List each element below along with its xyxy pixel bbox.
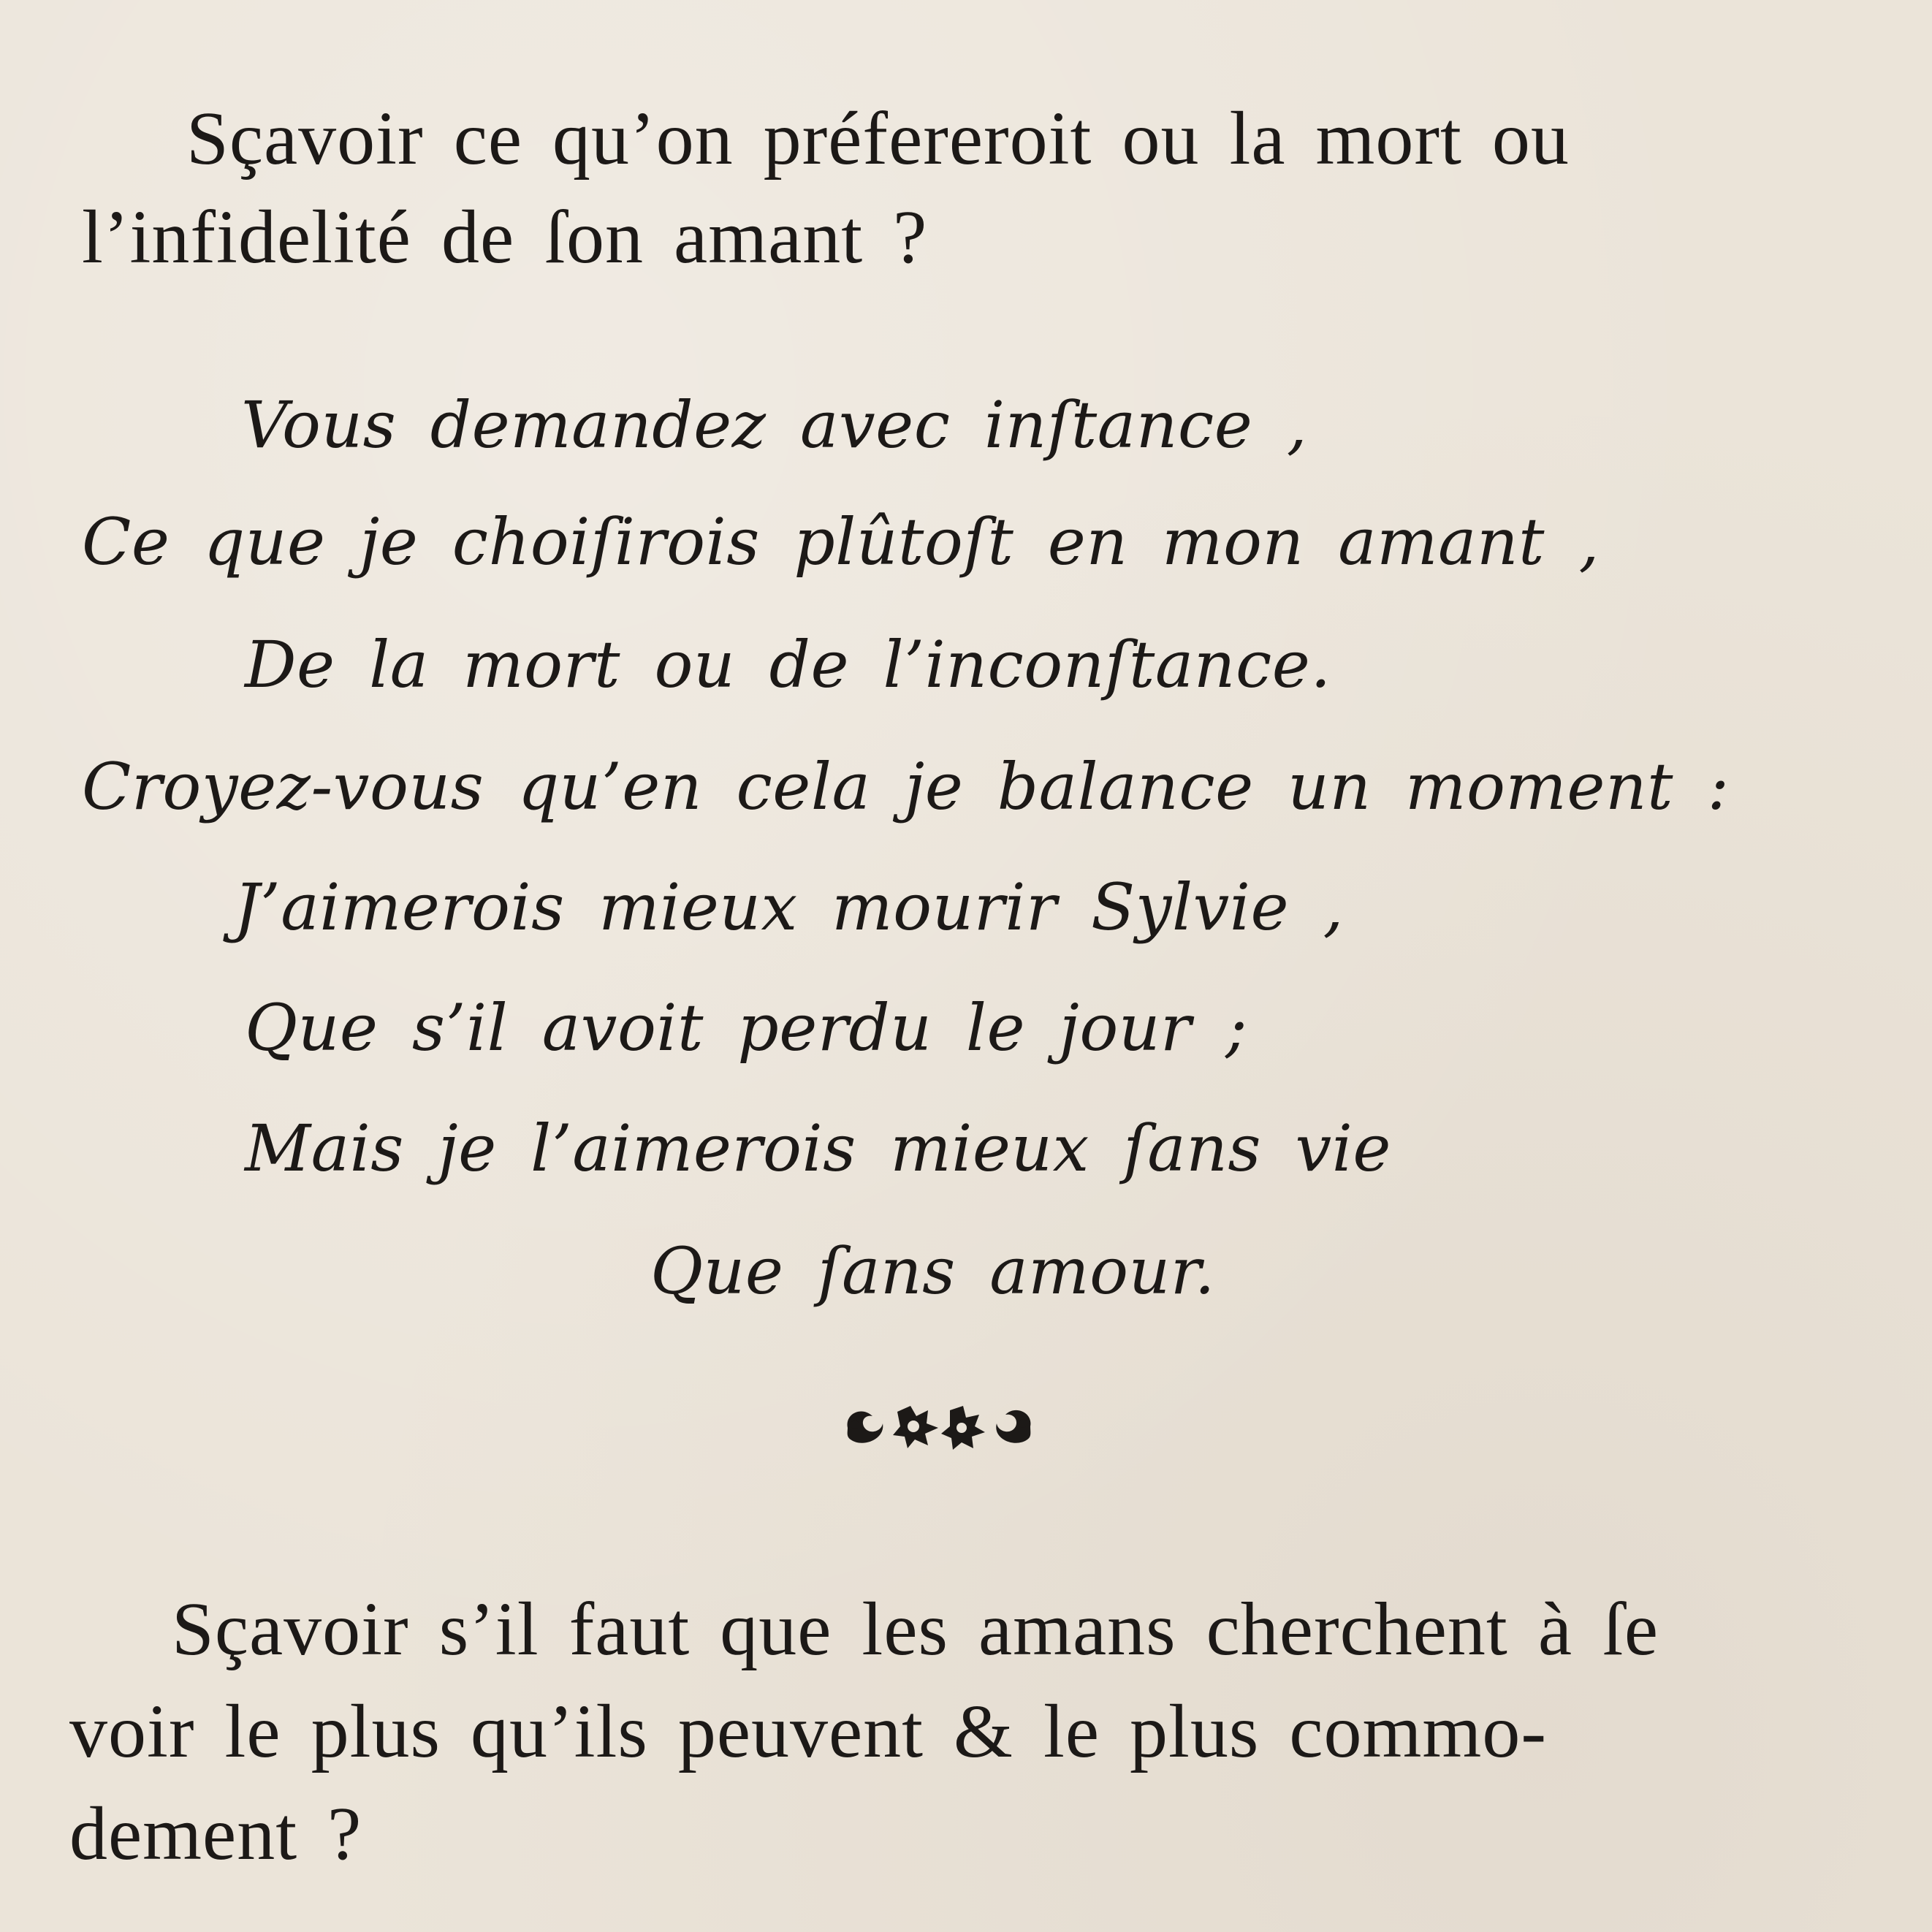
poem-line-8: Que ſans amour. xyxy=(650,1233,1216,1309)
question-2-line-2: voir le plus qu’ils peuvent & le plus commo- xyxy=(69,1689,1547,1773)
question-2-line-3: dement ? xyxy=(69,1792,362,1876)
question-1-line-2: l’infidelité de ſon amant ? xyxy=(82,195,928,279)
poem-line-4: Croyez-vous qu’en cela je balance un moment : xyxy=(82,749,1730,824)
poem-line-2: Ce que je choiſirois plûtoſt en mon amant , xyxy=(82,504,1600,579)
poem-line-5: J’aimerois mieux mourir Sylvie , xyxy=(234,870,1345,945)
poem-line-1: Vous demandez avec inſtance , xyxy=(241,387,1308,463)
question-1-line-1: Sçavoir ce qu’on préfereroit ou la mort ou xyxy=(186,96,1570,180)
fleuron-ornament-icon xyxy=(840,1397,1038,1456)
question-2-line-1: Sçavoir s’il faut que les amans cherchent à ſe xyxy=(172,1587,1659,1671)
poem-line-6: Que s’il avoit perdu le jour ; xyxy=(245,990,1248,1065)
poem-line-3: De la mort ou de l’inconſtance. xyxy=(245,627,1331,702)
poem-line-7: Mais je l’aimerois mieux ſans vie xyxy=(245,1111,1391,1186)
